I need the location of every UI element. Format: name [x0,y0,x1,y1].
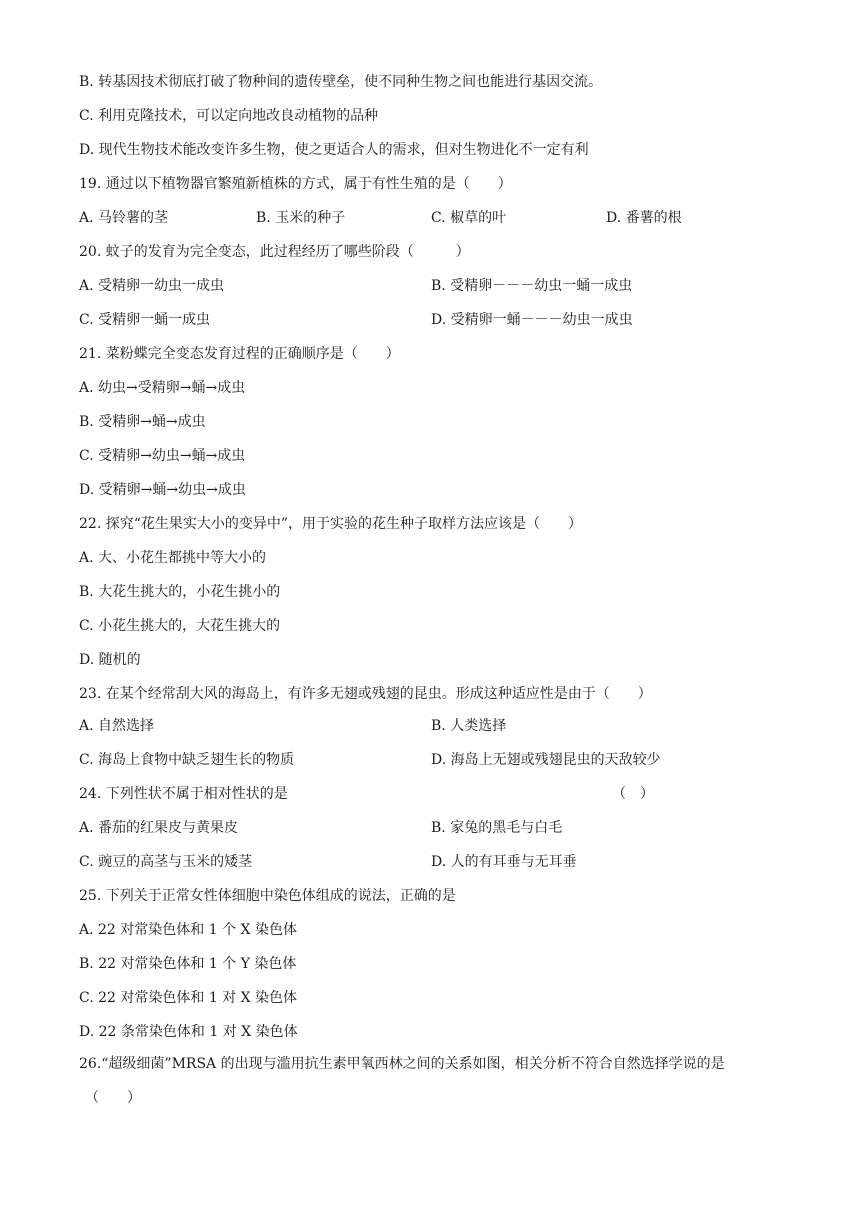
q19-option-a: A. 马铃薯的茎 [79,210,169,226]
q21-stem: 21. 菜粉蝶完全变态发育过程的正确顺序是（ ） [79,346,400,362]
q21-option-a: A. 幼虫→受精卵→蛹→成虫 [79,380,246,396]
q18-option-d: D. 现代生物技术能改变许多生物，使之更适合人的需求，但对生物进化不一定有利 [79,142,589,158]
q20-stem: 20. 蚊子的发育为完全变态，此过程经历了哪些阶段（ ） [79,244,470,260]
q22-option-a: A. 大、小花生都挑中等大小的 [79,550,267,566]
q21-option-c: C. 受精卵→幼虫→蛹→成虫 [79,448,246,464]
q23-option-a: A. 自然选择 [79,718,155,734]
q20-option-c: C. 受精卵一蛹一成虫 [79,312,211,328]
q19-stem: 19. 通过以下植物器官繁殖新植株的方式，属于有性生殖的是（ ） [79,176,512,192]
q25-option-a: A. 22 对常染色体和 1 个 X 染色体 [79,922,297,938]
q25-option-c: C. 22 对常染色体和 1 对 X 染色体 [79,990,298,1006]
q23-option-c: C. 海岛上食物中缺乏翅生长的物质 [79,752,295,768]
q23-stem: 23. 在某个经常刮大风的海岛上，有许多无翅或残翅的昆虫。形成这种适应性是由于（ ） [79,686,652,702]
q18-option-b: B. 转基因技术彻底打破了物种间的遗传壁垒，使不同种生物之间也能进行基因交流。 [79,74,603,90]
q24-stem: 24. 下列性状不属于相对性状的是 [79,786,288,802]
q24-option-d: D. 人的有耳垂与无耳垂 [431,854,577,870]
q24-option-b: B. 家兔的黑毛与白毛 [431,820,563,836]
q25-option-b: B. 22 对常染色体和 1 个 Y 染色体 [79,956,297,972]
q25-option-d: D. 22 条常染色体和 1 对 X 染色体 [79,1024,298,1040]
q19-option-d: D. 番薯的根 [606,210,682,226]
q19-option-b: B. 玉米的种子 [256,210,346,226]
q25-stem: 25. 下列关于正常女性体细胞中染色体组成的说法，正确的是 [79,888,456,904]
q24-option-a: A. 番茄的红果皮与黄果皮 [79,820,239,836]
q26-stem: 26.“超级细菌”MRSA 的出现与滥用抗生素甲氧西林之间的关系如图，相关分析不符合自然选择学说的是 [79,1056,725,1072]
q26-answer-bracket: （ ） [85,1090,141,1106]
q19-option-c: C. 椒草的叶 [431,210,507,226]
q24-option-c: C. 豌豆的高茎与玉米的矮茎 [79,854,253,870]
q23-option-b: B. 人类选择 [431,718,507,734]
q20-option-b: B. 受精卵－－－幼虫一蛹一成虫 [431,278,633,294]
q22-stem: 22. 探究“花生果实大小的变异中”，用于实验的花生种子取样方法应该是（ ） [79,516,583,532]
q24-answer-bracket: （ ） [612,786,654,802]
q21-option-d: D. 受精卵→蛹→幼虫→成虫 [79,482,246,498]
q26-question [79,1054,779,1108]
q21-option-b: B. 受精卵→蛹→成虫 [79,414,206,430]
q20-option-d: D. 受精卵一蛹－－－幼虫一成虫 [431,312,633,328]
q18-option-c: C. 利用克隆技术，可以定向地改良动植物的品种 [79,108,379,124]
q22-option-d: D. 随机的 [79,652,141,668]
q23-option-d: D. 海岛上无翅或残翅昆虫的天敌较少 [431,752,661,768]
q20-option-a: A. 受精卵一幼虫一成虫 [79,278,225,294]
q22-option-c: C. 小花生挑大的，大花生挑大的 [79,618,281,634]
q22-option-b: B. 大花生挑大的，小花生挑小的 [79,584,281,600]
